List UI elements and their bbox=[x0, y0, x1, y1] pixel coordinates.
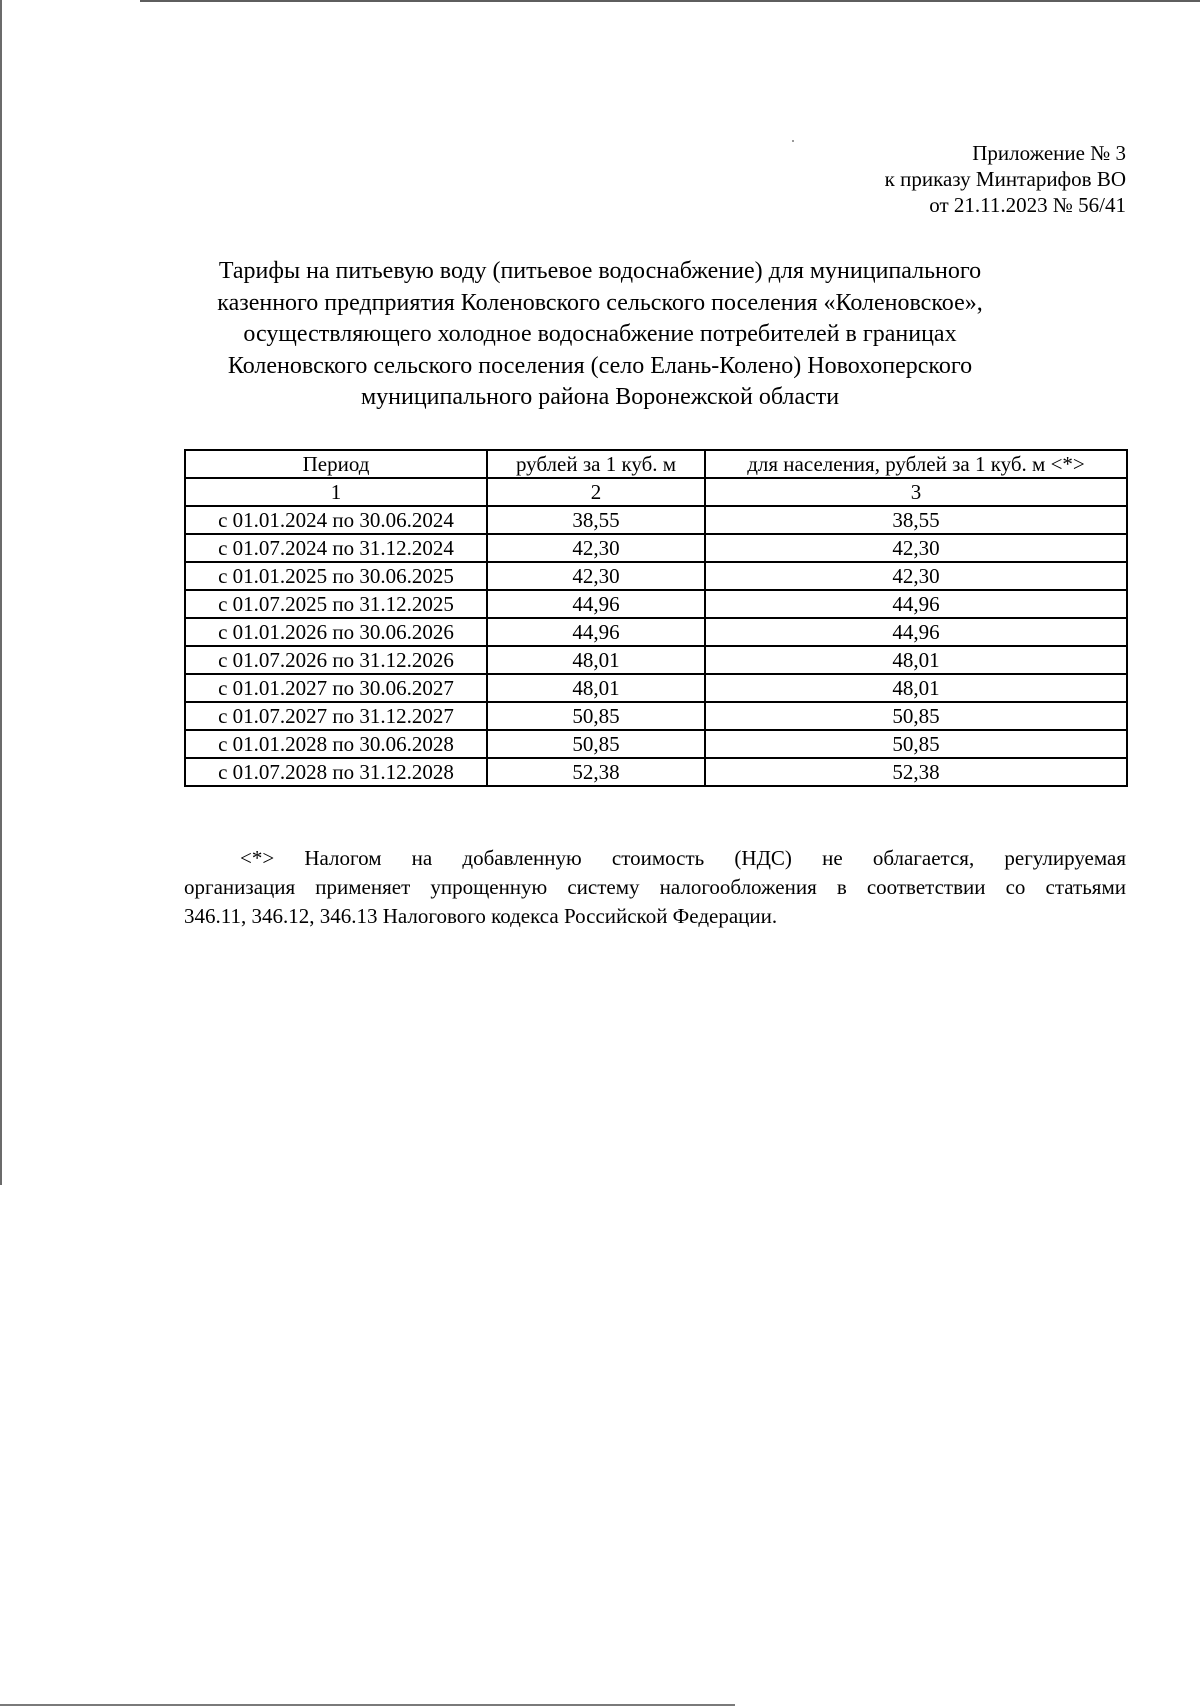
footnote-line: организация применяет упрощенную систему налогообложения в соответствии со статьями bbox=[184, 875, 1126, 899]
column-header-population-rate: для населения, рублей за 1 куб. м <*> bbox=[705, 450, 1127, 478]
population-rate-cell: 50,85 bbox=[705, 730, 1127, 758]
period-cell: с 01.01.2024 по 30.06.2024 bbox=[185, 506, 487, 534]
table-row bbox=[185, 506, 1127, 534]
rate-cell: 48,01 bbox=[487, 646, 705, 674]
rate-cell: 50,85 bbox=[487, 730, 705, 758]
period-cell: с 01.01.2027 по 30.06.2027 bbox=[185, 674, 487, 702]
column-number: 2 bbox=[487, 478, 705, 506]
period-cell: с 01.01.2028 по 30.06.2028 bbox=[185, 730, 487, 758]
period-cell: с 01.07.2028 по 31.12.2028 bbox=[185, 758, 487, 786]
table-row bbox=[185, 590, 1127, 618]
column-number-row bbox=[185, 478, 1127, 506]
rate-cell: 44,96 bbox=[487, 590, 705, 618]
period-cell: с 01.07.2024 по 31.12.2024 bbox=[185, 534, 487, 562]
column-header-period: Период bbox=[185, 450, 487, 478]
title-line: осуществляющего холодное водоснабжение потребителей в границах bbox=[243, 321, 957, 347]
rate-cell: 42,30 bbox=[487, 562, 705, 590]
order-date-number: от 21.11.2023 № 56/41 bbox=[929, 193, 1126, 217]
title-line: Тарифы на питьевую воду (питьевое водоснабжение) для муниципального bbox=[218, 258, 982, 284]
appendix-number: Приложение № 3 bbox=[972, 141, 1126, 165]
rate-cell: 50,85 bbox=[487, 702, 705, 730]
appendix-header bbox=[885, 140, 1126, 218]
period-cell: с 01.07.2027 по 31.12.2027 bbox=[185, 702, 487, 730]
table-row bbox=[185, 674, 1127, 702]
table-row bbox=[185, 618, 1127, 646]
table-header-row bbox=[185, 450, 1127, 478]
footnote-line: <*> Налогом на добавленную стоимость (НДС) не облагается, регулируемая bbox=[240, 846, 1126, 870]
tariff-table bbox=[184, 449, 1128, 787]
period-cell: с 01.07.2025 по 31.12.2025 bbox=[185, 590, 487, 618]
scan-edge-left bbox=[0, 0, 2, 1185]
order-reference: к приказу Минтарифов ВО bbox=[884, 167, 1126, 191]
population-rate-cell: 48,01 bbox=[705, 646, 1127, 674]
table-row bbox=[185, 534, 1127, 562]
title-line: Коленовского сельского поселения (село Елань-Колено) Новохоперского bbox=[227, 352, 973, 379]
population-rate-cell: 50,85 bbox=[705, 702, 1127, 730]
title-line: казенного предприятия Коленовского сельского поселения «Коленовское», bbox=[217, 289, 983, 316]
title-line: муниципального района Воронежской области bbox=[360, 384, 840, 410]
document-title bbox=[150, 256, 1050, 414]
table-row bbox=[185, 730, 1127, 758]
population-rate-cell: 44,96 bbox=[705, 618, 1127, 646]
table-row bbox=[185, 702, 1127, 730]
scan-edge-bottom bbox=[0, 1704, 735, 1706]
scan-edge-top bbox=[140, 0, 1200, 2]
column-header-rate: рублей за 1 куб. м bbox=[487, 450, 705, 478]
population-rate-cell: 38,55 bbox=[705, 506, 1127, 534]
rate-cell: 42,30 bbox=[487, 534, 705, 562]
population-rate-cell: 42,30 bbox=[705, 534, 1127, 562]
footnote-line: 346.11, 346.12, 346.13 Налогового кодекса Российской Федерации. bbox=[184, 904, 778, 928]
population-rate-cell: 42,30 bbox=[705, 562, 1127, 590]
column-number: 1 bbox=[185, 478, 487, 506]
population-rate-cell: 48,01 bbox=[705, 674, 1127, 702]
table-row bbox=[185, 646, 1127, 674]
period-cell: с 01.01.2026 по 30.06.2026 bbox=[185, 618, 487, 646]
rate-cell: 52,38 bbox=[487, 758, 705, 786]
rate-cell: 44,96 bbox=[487, 618, 705, 646]
table-row bbox=[185, 758, 1127, 786]
rate-cell: 48,01 bbox=[487, 674, 705, 702]
population-rate-cell: 52,38 bbox=[705, 758, 1127, 786]
period-cell: с 01.01.2025 по 30.06.2025 bbox=[185, 562, 487, 590]
rate-cell: 38,55 bbox=[487, 506, 705, 534]
table-row bbox=[185, 562, 1127, 590]
scan-speck bbox=[792, 140, 794, 142]
population-rate-cell: 44,96 bbox=[705, 590, 1127, 618]
vat-footnote bbox=[184, 844, 1126, 931]
period-cell: с 01.07.2026 по 31.12.2026 bbox=[185, 646, 487, 674]
column-number: 3 bbox=[705, 478, 1127, 506]
